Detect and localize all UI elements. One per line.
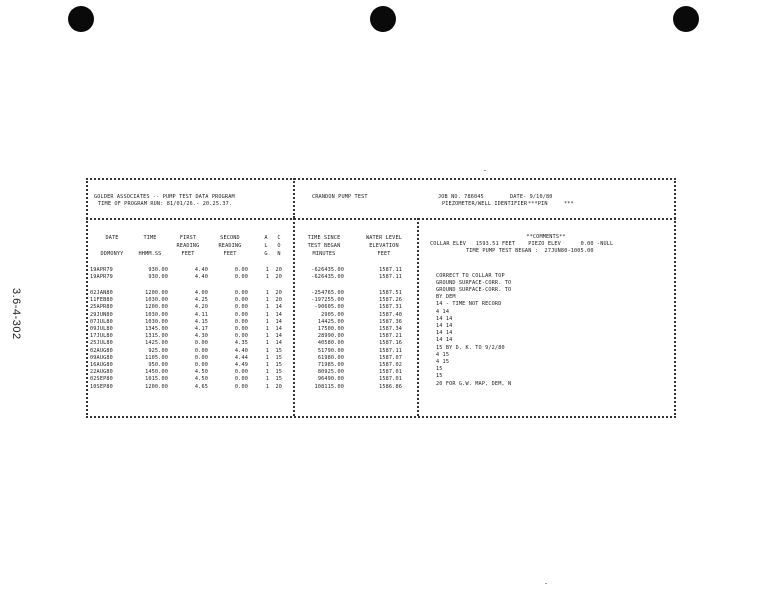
cell-since: 14425.00 xyxy=(317,318,344,325)
cell-second: 0.00 xyxy=(234,333,248,340)
comment-line: 15 xyxy=(436,366,443,373)
col-level-unit: FEET xyxy=(377,251,391,257)
identifier-tail: *** xyxy=(564,201,574,207)
cell-first: 4.30 xyxy=(194,333,208,340)
cell-date: 07JUL80 xyxy=(90,318,113,325)
cell-level: 1586.86 xyxy=(379,383,402,390)
cell-since: 80925.00 xyxy=(317,369,344,376)
cell-first: 4.00 xyxy=(194,290,208,296)
col-time: TIME xyxy=(143,235,157,241)
cell-second: 4.40 xyxy=(234,347,248,354)
col-level-2: ELEVATION xyxy=(369,243,399,249)
comment-line: GROUND SURFACE-CORR. TO xyxy=(436,287,512,293)
comment-line: 4 15 xyxy=(436,351,450,358)
cell-time: 950.00 xyxy=(148,362,168,368)
cell-date: 09AUG80 xyxy=(90,354,113,361)
cell-since: 2905.00 xyxy=(321,311,344,318)
cell-cc: 20 xyxy=(275,267,282,273)
cell-time: 1200.00 xyxy=(145,290,168,296)
cell-level: 1587.07 xyxy=(379,354,402,361)
identifier-value: ***PIN xyxy=(528,201,548,207)
program-title: GOLDER ASSOCIATES -- PUMP TEST DATA PROGRAM xyxy=(94,194,235,200)
cell-ac: 1 xyxy=(265,333,269,340)
identifier-label: PIEZOMETER/WELL IDENTIFIER xyxy=(442,201,528,207)
cell-time: 930.00 xyxy=(148,267,168,273)
cell-since: -254765.00 xyxy=(311,290,344,296)
col-first-2: READING xyxy=(176,243,200,249)
cell-date: 17JUL80 xyxy=(90,333,113,340)
divider-header xyxy=(293,178,295,218)
cell-first: 0.00 xyxy=(194,354,208,361)
cell-first: 0.00 xyxy=(194,347,208,354)
document-code: 3.6-4-302 xyxy=(10,288,22,340)
cell-first: 4.40 xyxy=(194,267,208,273)
pump-test-began: TIME PUMP TEST BEGAN : 27JUN80-1005.00 xyxy=(466,248,594,254)
cell-since: 96490.00 xyxy=(317,376,344,383)
col-second: SECOND xyxy=(220,235,240,241)
cell-time: 1345.00 xyxy=(145,326,168,332)
col-first: FIRST xyxy=(179,235,197,241)
cell-first: 4.15 xyxy=(194,318,208,325)
cell-second: 0.00 xyxy=(234,376,248,383)
col-level: WATER LEVEL xyxy=(365,235,402,241)
cell-since: 51790.00 xyxy=(317,347,344,354)
cell-first: 0.00 xyxy=(194,340,208,347)
cell-date: 02SEP80 xyxy=(90,376,113,383)
cell-second: 4.35 xyxy=(234,340,248,347)
cell-level: 1587.01 xyxy=(379,369,402,376)
col-second-unit: FEET xyxy=(223,251,237,257)
comment-line: BY DEM xyxy=(436,294,456,301)
cell-date: 16AUG80 xyxy=(90,362,113,368)
comments-title: **COMMENTS** xyxy=(526,234,566,240)
cell-level: 1587.11 xyxy=(379,267,402,273)
cell-first: 4.40 xyxy=(194,274,208,281)
cell-level: 1587.16 xyxy=(379,340,402,347)
comment-line: 4 15 xyxy=(436,359,450,365)
cell-time: 1030.00 xyxy=(145,297,168,304)
cell-since: -197255.00 xyxy=(311,297,344,304)
cell-ac: 1 xyxy=(265,376,269,383)
cell-level: 1587.40 xyxy=(379,311,402,318)
col-c-3: N xyxy=(277,251,281,257)
cell-first: 4.50 xyxy=(194,376,208,383)
col-time-unit: HHMM.SS xyxy=(138,251,162,257)
cell-ac: 1 xyxy=(265,354,269,361)
comment-line: GROUND SURFACE-CORR. TO xyxy=(436,280,512,287)
cell-second: 0.00 xyxy=(234,297,248,304)
cell-time: 925.00 xyxy=(148,347,168,354)
cell-date: 11FEB80 xyxy=(90,297,113,304)
col-since: TIME SINCE xyxy=(307,235,341,241)
cell-second: 4.44 xyxy=(234,354,248,361)
cell-first: 4.65 xyxy=(194,383,208,390)
col-date: DATE xyxy=(105,235,119,241)
col-date-unit: DDMONYY xyxy=(100,251,124,257)
cell-cc: 14 xyxy=(275,340,282,347)
col-a: A xyxy=(264,235,268,241)
cell-ac: 1 xyxy=(265,274,269,281)
cell-first: 4.25 xyxy=(194,297,208,304)
cell-cc: 14 xyxy=(275,304,282,311)
cell-since: 108115.00 xyxy=(314,383,344,390)
cell-first: 4.50 xyxy=(194,369,208,376)
cell-cc: 14 xyxy=(275,326,282,332)
collar-elevation: COLLAR ELEV 1593.51 FEET PIEZO ELEV 0.00 -NULL xyxy=(430,241,614,247)
comment-line: CORRECT TO COLLAR TOP xyxy=(436,273,505,279)
cell-time: 930.00 xyxy=(148,274,168,281)
cell-date: 02AUG80 xyxy=(90,347,113,354)
cell-since: 61980.00 xyxy=(317,354,344,361)
comment-line: 14 14 xyxy=(436,315,453,322)
cell-ac: 1 xyxy=(265,297,269,304)
cell-ac: 1 xyxy=(265,290,269,296)
cell-ac: 1 xyxy=(265,340,269,347)
cell-second: 0.00 xyxy=(234,326,248,332)
cell-level: 1587.31 xyxy=(379,304,402,311)
cell-cc: 20 xyxy=(275,297,282,304)
border-bottom xyxy=(86,416,676,418)
cell-level: 1587.34 xyxy=(379,326,402,332)
cell-since: -626435.00 xyxy=(311,267,344,273)
printout xyxy=(86,178,676,418)
cell-second: 0.00 xyxy=(234,383,248,390)
border-right xyxy=(674,178,676,418)
cell-second: 0.00 xyxy=(234,267,248,273)
cell-first: 0.00 xyxy=(194,362,208,368)
cell-date: 29JUN80 xyxy=(90,311,113,318)
comment-line: 14 - TIME NOT RECORD xyxy=(436,301,502,308)
cell-first: 4.20 xyxy=(194,304,208,311)
cell-level: 1587.02 xyxy=(379,362,402,368)
cell-level: 1587.01 xyxy=(379,376,402,383)
cell-ac: 1 xyxy=(265,326,269,332)
cell-cc: 15 xyxy=(275,354,282,361)
cell-first: 4.17 xyxy=(194,326,208,332)
col-a-3: G xyxy=(264,251,268,257)
cell-since: -626435.00 xyxy=(311,274,344,281)
comment-line: 15 BY D. K. TO 9/2/80 xyxy=(436,344,505,351)
cell-second: 0.00 xyxy=(234,304,248,311)
cell-time: 1450.00 xyxy=(145,369,168,376)
col-since-2: TEST BEGAN xyxy=(307,243,341,249)
border-mid xyxy=(86,218,676,220)
scan-speck xyxy=(484,170,486,171)
cell-time: 1200.00 xyxy=(145,304,168,311)
cell-date: 22AUG80 xyxy=(90,369,113,376)
cell-time: 1200.00 xyxy=(145,383,168,390)
col-c-2: O xyxy=(277,243,281,249)
cell-cc: 14 xyxy=(275,333,282,340)
cell-level: 1587.26 xyxy=(379,297,402,304)
comment-line: 4 14 xyxy=(436,308,450,315)
cell-cc: 15 xyxy=(275,369,282,376)
cell-date: 02JAN80 xyxy=(90,290,113,296)
cell-ac: 1 xyxy=(265,304,269,311)
punch-hole-center xyxy=(370,6,396,32)
cell-ac: 1 xyxy=(265,347,269,354)
cell-ac: 1 xyxy=(265,318,269,325)
cell-cc: 15 xyxy=(275,347,282,354)
cell-date: 19APR79 xyxy=(90,274,113,281)
col-a-2: L xyxy=(264,243,268,249)
cell-since: 40580.00 xyxy=(317,340,344,347)
scan-speck xyxy=(545,583,547,584)
comment-line: 14 14 xyxy=(436,323,453,329)
col-c: C xyxy=(277,235,281,241)
cell-ac: 1 xyxy=(265,311,269,318)
cell-cc: 14 xyxy=(275,318,282,325)
cell-since: 17500.00 xyxy=(317,326,344,332)
cell-since: 71985.00 xyxy=(317,362,344,368)
job-number: JOB NO. 786045 xyxy=(438,194,484,200)
divider-data xyxy=(293,218,295,416)
cell-date: 10SEP80 xyxy=(90,383,113,390)
cell-cc: 15 xyxy=(275,362,282,368)
cell-since: -90605.00 xyxy=(314,304,344,311)
cell-date: 09JUL80 xyxy=(90,326,113,332)
cell-second: 0.00 xyxy=(234,311,248,318)
punch-hole-left xyxy=(68,6,94,32)
border-left xyxy=(86,178,88,418)
comment-line: 20 FOR G.W. MAP, DEM, N xyxy=(436,380,512,387)
cell-cc: 15 xyxy=(275,376,282,383)
cell-level: 1587.51 xyxy=(379,290,402,296)
punch-hole-right xyxy=(673,6,699,32)
cell-since: 28990.00 xyxy=(317,333,344,340)
cell-time: 1105.00 xyxy=(145,354,168,361)
cell-cc: 20 xyxy=(275,290,282,296)
cell-time: 1315.00 xyxy=(145,333,168,340)
test-date: DATE- 9/10/80 xyxy=(510,194,553,200)
divider-comments xyxy=(417,218,419,416)
cell-level: 1587.36 xyxy=(379,318,402,325)
cell-date: 19APR79 xyxy=(90,267,113,273)
comment-line: 15 xyxy=(436,373,443,380)
cell-second: 0.00 xyxy=(234,290,248,296)
cell-second: 4.49 xyxy=(234,362,248,368)
cell-second: 0.00 xyxy=(234,369,248,376)
cell-ac: 1 xyxy=(265,362,269,368)
cell-second: 0.00 xyxy=(234,274,248,281)
comment-line: 14 14 xyxy=(436,330,453,337)
cell-date: 25JUL80 xyxy=(90,340,113,347)
cell-time: 1425.00 xyxy=(145,340,168,347)
border-top xyxy=(86,178,676,180)
cell-cc: 20 xyxy=(275,274,282,281)
col-first-unit: FEET xyxy=(181,251,195,257)
cell-time: 1015.00 xyxy=(145,376,168,383)
test-title: CRANDON PUMP TEST xyxy=(312,194,368,200)
comment-line: 14 14 xyxy=(436,337,453,344)
cell-ac: 1 xyxy=(265,383,269,390)
cell-time: 1030.00 xyxy=(145,318,168,325)
cell-date: 25APR80 xyxy=(90,304,113,311)
cell-second: 0.00 xyxy=(234,318,248,325)
cell-level: 1587.11 xyxy=(379,347,402,354)
col-since-unit: MINUTES xyxy=(312,251,336,257)
program-run-time: TIME OF PROGRAM RUN: 81/01/26.- 20.25.37. xyxy=(98,201,233,207)
col-second-2: READING xyxy=(218,243,242,249)
cell-level: 1587.21 xyxy=(379,333,402,340)
cell-ac: 1 xyxy=(265,267,269,273)
cell-cc: 14 xyxy=(275,311,282,318)
cell-time: 1030.00 xyxy=(145,311,168,318)
cell-first: 4.11 xyxy=(194,311,208,318)
cell-ac: 1 xyxy=(265,369,269,376)
cell-cc: 20 xyxy=(275,383,282,390)
cell-level: 1587.11 xyxy=(379,274,402,281)
